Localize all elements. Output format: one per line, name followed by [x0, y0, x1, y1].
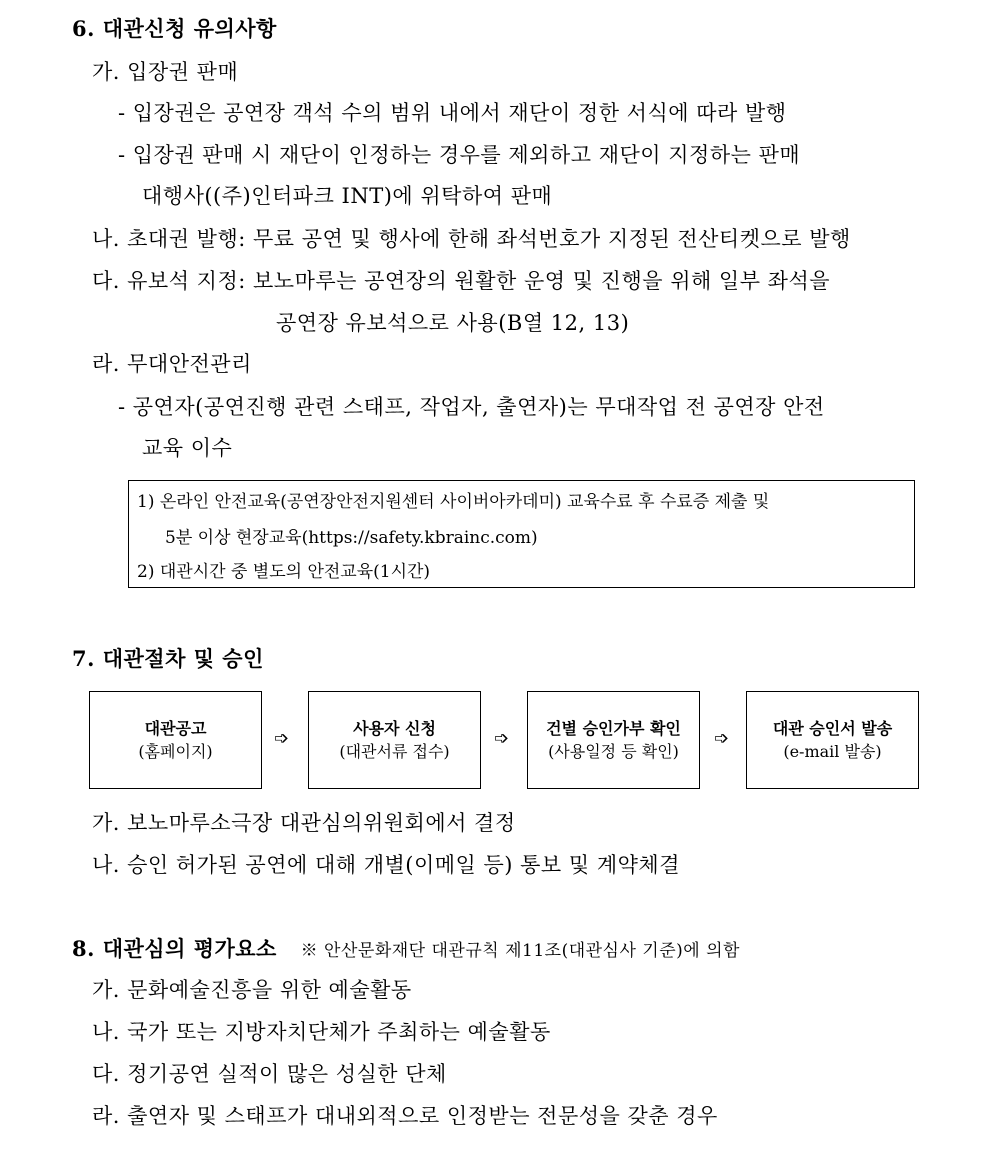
- process-step-1-title: 대관공고: [144, 718, 207, 738]
- process-step-4-sub: (e-mail 발송): [783, 742, 882, 761]
- section-7-heading: 7. 대관절차 및 승인: [72, 646, 264, 671]
- process-step-2-title: 사용자 신청: [353, 718, 436, 738]
- s8-ra: 라. 출연자 및 스태프가 대내외적으로 인정받는 전문성을 갖춘 경우: [92, 1104, 718, 1128]
- process-step-4: [746, 691, 919, 789]
- s6-na: 나. 초대권 발행: 무료 공연 및 행사에 한해 좌석번호가 지정된 전산티켓으로 발행: [92, 227, 851, 251]
- process-step-2-sub: (대관서류 접수): [339, 742, 450, 761]
- process-step-3: [527, 691, 700, 789]
- section-8-title: 8. 대관심의 평가요소: [72, 936, 277, 961]
- box-item-2: 2) 대관시간 중 별도의 안전교육(1시간): [137, 562, 431, 582]
- s6-ga-title: 가. 입장권 판매: [92, 60, 239, 84]
- s7-na: 나. 승인 허가된 공연에 대해 개별(이메일 등) 통보 및 계약체결: [92, 853, 681, 877]
- s6-ra-title: 라. 무대안전관리: [92, 352, 252, 376]
- section-8-note: ※ 안산문화재단 대관규칙 제11조(대관심사 기준)에 의함: [300, 941, 740, 961]
- process-step-1-sub: (홈페이지): [138, 742, 213, 761]
- box-item-1-line1: 1) 온라인 안전교육(공연장안전지원센터 사이버아카데미) 교육수료 후 수료증 제출 및: [137, 492, 770, 512]
- s6-ga-bullet-2-line1: - 입장권 판매 시 재단이 인정하는 경우를 제외하고 재단이 지정하는 판매: [118, 143, 801, 167]
- s6-da-line1: 다. 유보석 지정: 보노마루는 공연장의 원활한 운영 및 진행을 위해 일부 좌석을: [92, 269, 831, 293]
- process-step-4-title: 대관 승인서 발송: [772, 718, 893, 738]
- process-step-3-sub: (사용일정 등 확인): [548, 742, 679, 761]
- s6-da-line2: 공연장 유보석으로 사용(B열 12, 13): [276, 311, 630, 335]
- s8-da: 다. 정기공연 실적이 많은 성실한 단체: [92, 1062, 447, 1086]
- s8-na: 나. 국가 또는 지방자치단체가 주최하는 예술활동: [92, 1020, 551, 1044]
- s7-ga: 가. 보노마루소극장 대관심의위원회에서 결정: [92, 811, 516, 835]
- arrow-right-icon: ➩: [494, 728, 510, 749]
- box-item-1-line2: 5분 이상 현장교육(https://safety.kbrainc.com): [165, 528, 538, 548]
- section-8-heading: [72, 938, 740, 960]
- s6-ga-bullet-2-line2: 대행사((주)인터파크 INT)에 위탁하여 판매: [142, 184, 553, 208]
- s6-ga-bullet-1: - 입장권은 공연장 객석 수의 범위 내에서 재단이 정한 서식에 따라 발행: [118, 101, 787, 125]
- arrow-right-icon: ➩: [274, 728, 290, 749]
- process-step-1: [89, 691, 262, 789]
- safety-education-box: [128, 480, 915, 588]
- s6-ra-bullet-line1: - 공연자(공연진행 관련 스태프, 작업자, 출연자)는 무대작업 전 공연장 안전: [118, 395, 825, 419]
- s6-ra-bullet-line2: 교육 이수: [142, 436, 233, 460]
- section-6-heading: 6. 대관신청 유의사항: [72, 16, 277, 41]
- s8-ga: 가. 문화예술진흥을 위한 예술활동: [92, 978, 412, 1002]
- process-step-3-title: 건별 승인가부 확인: [546, 718, 681, 738]
- process-step-2: [308, 691, 481, 789]
- arrow-right-icon: ➩: [714, 728, 730, 749]
